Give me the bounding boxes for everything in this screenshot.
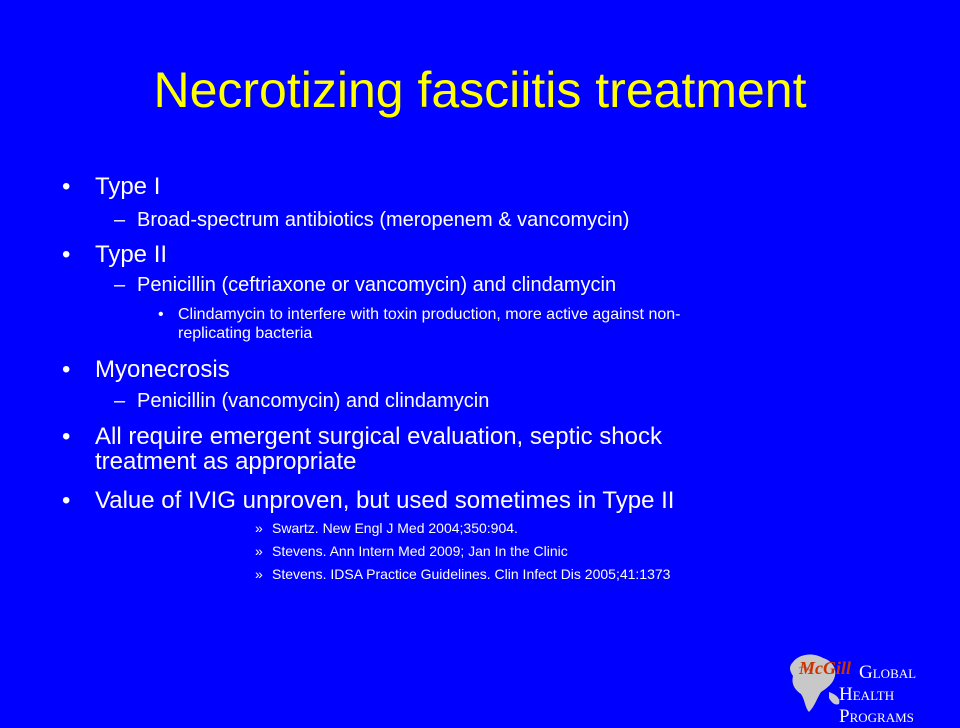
sub-bullet-type-2-treatment — [114, 273, 616, 297]
reference-2 — [255, 542, 568, 560]
reference-1 — [255, 519, 518, 537]
dash-marker: – — [114, 274, 126, 296]
bullet-marker: • — [62, 356, 71, 383]
bullet-text — [95, 422, 662, 476]
text-line-1: Clindamycin to interfere with toxin production, more active against non- — [178, 306, 681, 323]
logo-global-rest: LOBAL — [872, 666, 917, 681]
text-line-2: treatment as appropriate — [95, 448, 357, 475]
reference-3 — [255, 565, 670, 583]
logo-programs-initial: P — [839, 706, 850, 727]
reference-marker: » — [255, 566, 263, 582]
reference-text: Stevens. Ann Intern Med 2009; Jan In the Clinic — [272, 543, 568, 559]
reference-marker: » — [255, 520, 263, 536]
logo-programs-rest: ROGRAMS — [849, 710, 914, 725]
bullet-text: Value of IVIG unproven, but used sometimes in Type II — [95, 487, 675, 514]
logo-health-rest: EALTH — [852, 688, 895, 703]
bullet-type-1 — [62, 172, 160, 201]
bullet-surgical-evaluation — [62, 422, 662, 476]
logo-global-initial: G — [859, 662, 873, 683]
logo-health-initial: H — [839, 684, 853, 705]
sub-bullet-text: Penicillin (vancomycin) and clindamycin — [137, 390, 490, 412]
bullet-text: Type I — [95, 173, 161, 200]
bullet-type-2 — [62, 240, 167, 269]
bullet-marker: • — [158, 306, 164, 323]
bullet-text: Type II — [95, 241, 168, 268]
bullet-ivig — [62, 486, 674, 515]
bullet-marker: • — [62, 487, 71, 514]
sub-sub-bullet-clindamycin — [158, 305, 680, 343]
bullet-marker: • — [62, 423, 71, 450]
bullet-marker: • — [62, 241, 71, 268]
bullet-text: Myonecrosis — [95, 356, 230, 383]
logo-global — [859, 662, 916, 684]
reference-text: Stevens. IDSA Practice Guidelines. Clin Infect Dis 2005;41:1373 — [272, 566, 671, 582]
sub-bullet-text: Penicillin (ceftriaxone or vancomycin) and clindamycin — [137, 274, 617, 296]
text-line-2: replicating bacteria — [178, 325, 313, 342]
logo-mcgill: McGill — [799, 658, 851, 678]
sub-sub-bullet-text — [178, 305, 680, 343]
bullet-marker: • — [62, 173, 71, 200]
dash-marker: – — [114, 209, 126, 231]
reference-text: Swartz. New Engl J Med 2004;350:904. — [272, 520, 518, 536]
text-line-1: All require emergent surgical evaluation, septic shock — [95, 423, 662, 450]
logo-health-programs — [839, 684, 955, 728]
sub-bullet-type-1-treatment — [114, 208, 629, 232]
bullet-myonecrosis — [62, 355, 230, 384]
dash-marker: – — [114, 390, 126, 412]
sub-bullet-myonecrosis-treatment — [114, 389, 489, 413]
reference-marker: » — [255, 543, 263, 559]
mcgill-global-health-logo — [785, 648, 955, 727]
slide-title: Necrotizing fasciitis treatment — [153, 62, 807, 118]
sub-bullet-text: Broad-spectrum antibiotics (meropenem & vancomycin) — [137, 209, 630, 231]
